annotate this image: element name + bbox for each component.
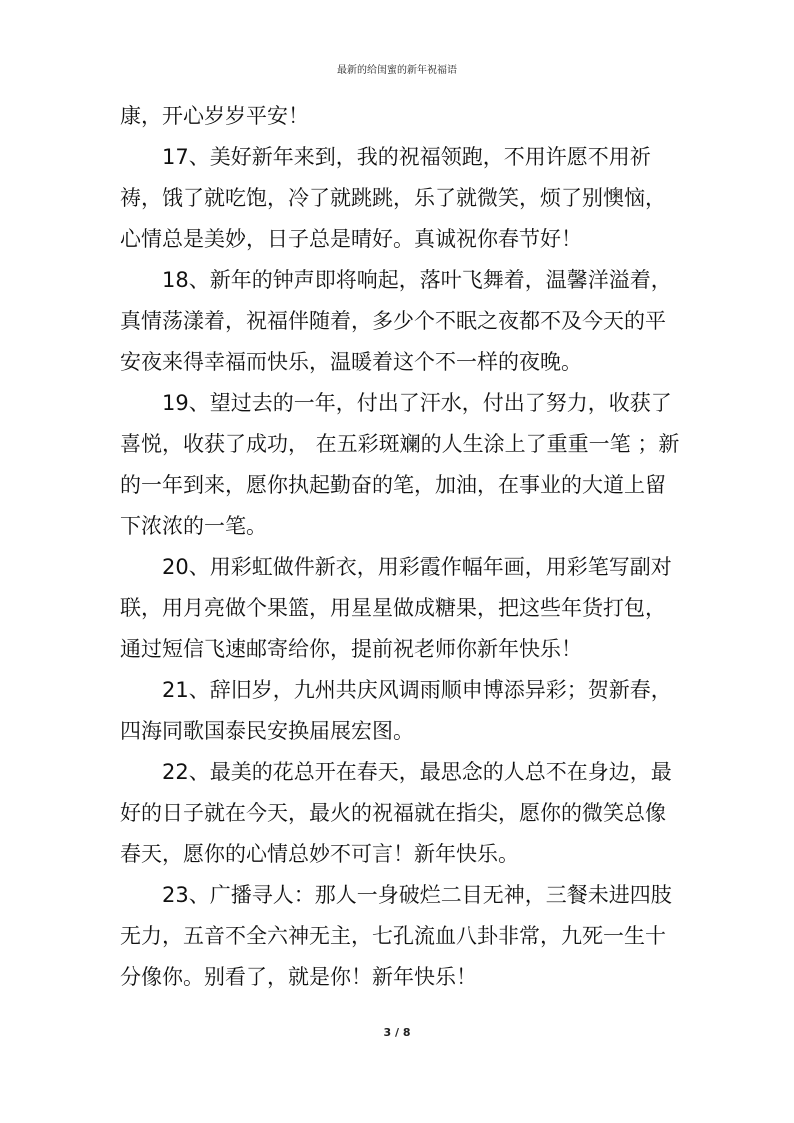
- paragraph: 20、用彩虹做件新衣，用彩霞作幅年画，用彩笔写副对联，用月亮做个果篮，用星星做成糖果，把这些年货打包，通过短信飞速邮寄给你，提前祝老师你新年快乐！: [120, 555, 672, 661]
- paragraph: 康，开心岁岁平安！: [120, 104, 309, 128]
- document-body: [120, 96, 680, 998]
- paragraph: 23、广播寻人：那人一身破烂二目无神，三餐未进四肢无力，五音不全六神无主，七孔流血八卦非常，九死一生十分像你。别看了，就是你！新年快乐！: [120, 883, 672, 989]
- paragraph: 22、最美的花总开在春天，最思念的人总不在身边，最好的日子就在今天，最火的祝福就在指尖，愿你的微笑总像春天，愿你的心情总妙不可言！新年快乐。: [120, 760, 672, 866]
- paragraph: 21、辞旧岁，九州共庆风调雨顺申博添异彩；贺新春，四海同歌国泰民安换届展宏图。: [120, 678, 672, 743]
- paragraph: 19、望过去的一年，付出了汗水，付出了努力，收获了喜悦，收获了成功， 在五彩斑斓的人生涂上了重重一笔 ；新的一年到来，愿你执起勤奋的笔，加油，在事业的大道上留下浓浓的一笔。: [120, 391, 680, 538]
- paragraph: 17、美好新年来到，我的祝福领跑，不用许愿不用祈祷，饿了就吃饱，冷了就跳跳，乐了就微笑，烦了别懊恼，心情总是美妙，日子总是晴好。真诚祝你春节好！: [120, 145, 666, 251]
- page-number: 3 / 8: [383, 1026, 411, 1039]
- page-header: 最新的给闺蜜的新年祝福语: [337, 65, 457, 76]
- paragraph: 18、新年的钟声即将响起，落叶飞舞着，温馨洋溢着，真情荡漾着，祝福伴随着，多少个不眠之夜都不及今天的平安夜来得幸福而快乐，温暖着这个不一样的夜晚。: [120, 268, 672, 374]
